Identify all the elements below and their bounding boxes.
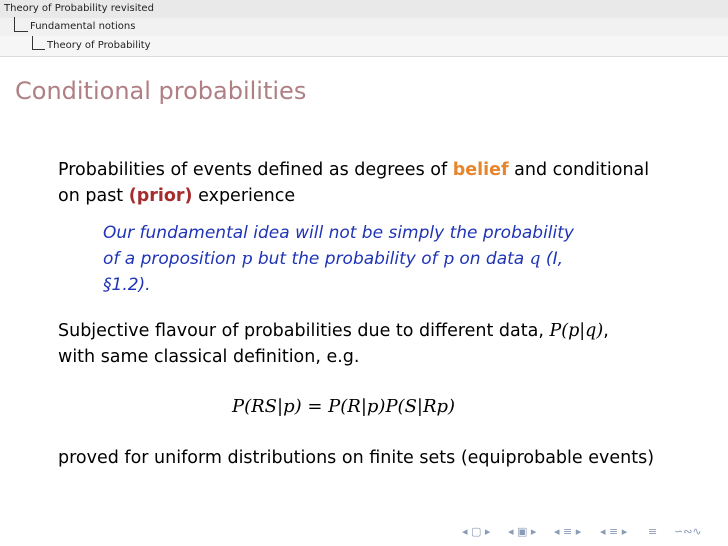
- text-run: and conditional: [508, 160, 650, 180]
- quote-block: [103, 220, 574, 298]
- nav-align-icon[interactable]: ≡: [648, 525, 658, 538]
- display-formula: P(RS|p) = P(R|p)P(S|Rp): [232, 396, 456, 417]
- quote-line: Our fundamental idea will not be simply the probability: [103, 223, 574, 243]
- prior-keyword: (prior): [128, 186, 193, 206]
- text-run: ,: [603, 321, 609, 341]
- paragraph-line: [58, 183, 649, 209]
- belief-keyword: belief: [452, 160, 509, 180]
- nav-subsubsection-icon[interactable]: ◂ ≡ ▸: [600, 525, 628, 538]
- quote-line: §1.2).: [103, 275, 151, 295]
- nav-search-icon[interactable]: ∽∾∿: [674, 525, 702, 538]
- text-run: (I,: [540, 249, 563, 269]
- nav-subsection-icon[interactable]: ◂ ▣ ▸: [508, 525, 537, 538]
- paragraph-line: [58, 318, 609, 344]
- beamer-navigation: [462, 525, 712, 539]
- text-run: on data: [453, 249, 530, 269]
- text-run: but the probability of: [252, 249, 444, 269]
- paragraph-line: [58, 157, 649, 183]
- breadcrumb-bar-1: [0, 0, 728, 19]
- text-run: on past: [58, 186, 129, 206]
- breadcrumb-bar-2: [0, 18, 728, 36]
- breadcrumb-item-2[interactable]: Fundamental notions: [30, 21, 136, 32]
- math-symbol: p: [241, 249, 253, 269]
- text-run: experience: [192, 186, 296, 206]
- paragraph-subjective: [58, 318, 609, 370]
- breadcrumb-item-3[interactable]: Theory of Probability: [47, 40, 151, 51]
- paragraph-belief: [58, 157, 649, 209]
- text-run: Subjective flavour of probabilities due to different data,: [58, 321, 550, 341]
- math-expression: P(p|q): [549, 321, 604, 341]
- math-symbol: p: [443, 249, 454, 269]
- breadcrumb-bar-3: [0, 36, 728, 57]
- slide-title: Conditional probabilities: [15, 77, 307, 105]
- tree-connector-icon: [14, 17, 28, 32]
- breadcrumb-item-1[interactable]: Theory of Probability revisited: [4, 3, 154, 14]
- quote-line: [103, 246, 574, 272]
- paragraph-uniform: proved for uniform distributions on finite sets (equiprobable events): [58, 448, 655, 468]
- nav-section-icon[interactable]: ◂ ≡ ▸: [554, 525, 582, 538]
- text-run: of a proposition: [103, 249, 242, 269]
- text-run: Probabilities of events defined as degrees of: [58, 160, 453, 180]
- tree-connector-icon: [32, 36, 45, 50]
- nav-frame-icon[interactable]: ◂ ▢ ▸: [462, 525, 491, 538]
- paragraph-line: with same classical definition, e.g.: [58, 347, 360, 367]
- math-symbol: q: [529, 249, 541, 269]
